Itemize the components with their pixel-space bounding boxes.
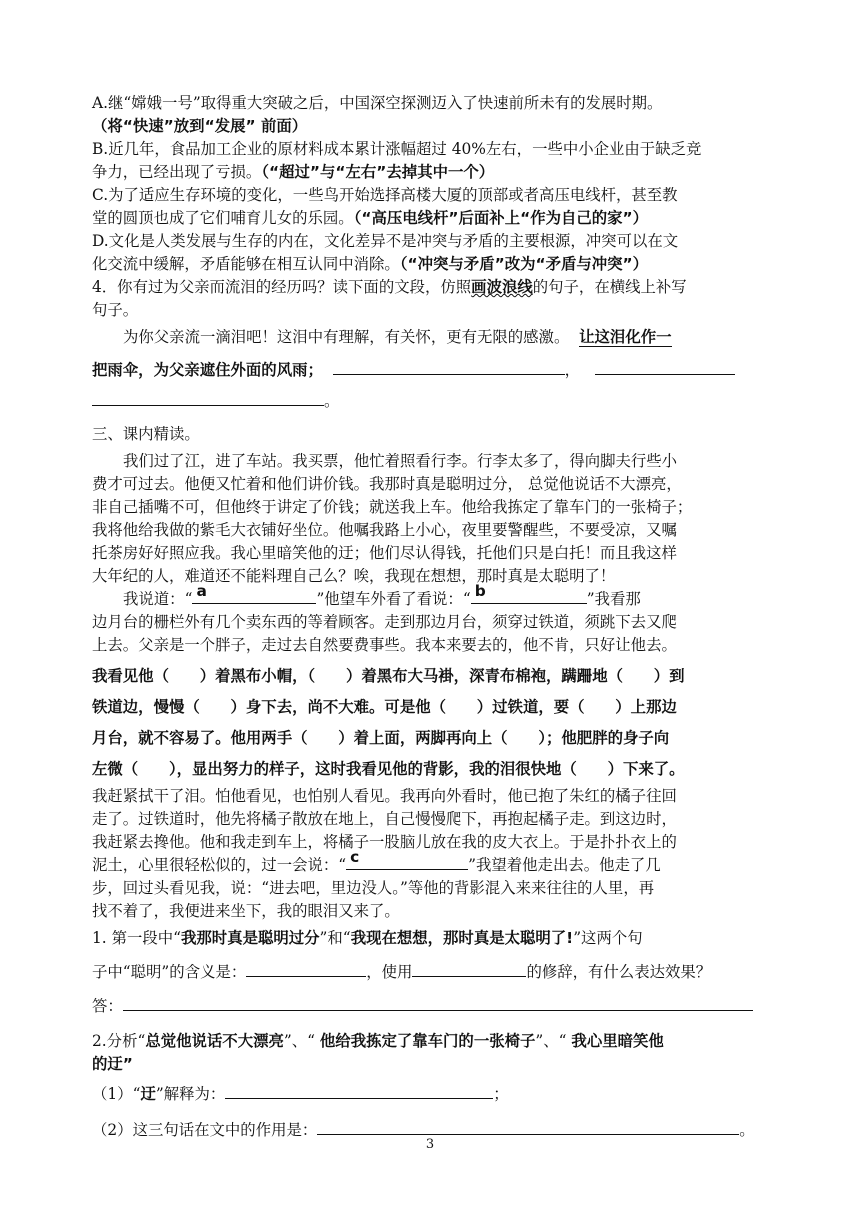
question-4-line1 xyxy=(92,276,772,299)
q1-answer-label: 答： xyxy=(92,997,123,1015)
passage-line-6: 大年纪的人，难道还不能料理自己么？唉，我现在想想，那时真是太聪明了！ xyxy=(92,567,616,585)
page-number: 3 xyxy=(425,1137,435,1152)
blank-c-label: c xyxy=(350,848,360,866)
p3-c-post: ”我望着他走出去。他走了几 xyxy=(468,856,661,874)
q2-sub1-end: ； xyxy=(493,1085,509,1103)
q2-sub2-end: 。 xyxy=(739,1121,755,1139)
q4-passage-text: 为你父亲流一滴泪吧！这泪中有理解，有关怀，更有无限的感激。 xyxy=(123,328,570,346)
q4-passage xyxy=(92,326,772,349)
q4-blank-3[interactable] xyxy=(92,390,324,406)
q1-pre: 1. 第一段中“ xyxy=(92,929,182,947)
option-d-note: （“冲突与矛盾”改为“矛盾与冲突”） xyxy=(399,255,649,273)
q2-sub2-blank[interactable] xyxy=(317,1119,739,1135)
passage-p3-line2: 走了。过铁道时，他先将橘子散放在地上，自己慢慢爬下，再抱起橘子走。到这边时， xyxy=(92,810,677,828)
option-a: A.继“嫦娥一号”取得重大突破之后，中国深空探测迈入了快速前所未有的发展时期。 xyxy=(92,94,663,112)
option-b-line1: B.近几年，食品加工企业的原材料成本累计涨幅超过 40%左右，一些中小企业由于缺乏竞 xyxy=(92,140,702,158)
q1-line2 xyxy=(92,957,772,988)
q1-line2-post: 的修辞，有什么表达效果？ xyxy=(526,963,712,981)
q4-answer-part2: 把雨伞，为父亲遮住外面的风雨； xyxy=(92,361,323,379)
q2-sub1-pre: （1）“ xyxy=(92,1085,141,1103)
option-d-line1: D.文化是人类发展与生存的内在，文化差异不是冲突与矛盾的主要根源，冲突可以在文 xyxy=(92,232,679,250)
q4-period: 。 xyxy=(324,392,340,410)
option-c-line1: C.为了适应生存环境的变化，一些鸟开始选择高楼大厦的顶部或者高压电线杆，甚至教 xyxy=(92,186,678,204)
passage-line-5: 托茶房好好照应我。我心里暗笑他的迂；他们尽认得钱，托他们只是白托！而且我这样 xyxy=(92,544,677,562)
passage-p3-line1: 我赶紧拭干了泪。怕他看见，也怕别人看见。我再向外看时，他已抱了朱红的橘子往回 xyxy=(92,787,677,805)
q1-blank-meaning[interactable] xyxy=(246,961,366,977)
q1-sentence-2: 我现在想想，那时真是太聪明了! xyxy=(350,929,574,947)
option-c-note: （“高压电线杆”后面补上“作为自己的家”） xyxy=(353,209,649,227)
q4-blank-2[interactable] xyxy=(595,359,735,375)
blank-a-label: a xyxy=(196,582,207,600)
q2-sentence-1: 总觉他说话不大漂亮 xyxy=(145,1032,284,1050)
option-d-line2 xyxy=(92,253,772,276)
passage-line-3: 非自己插嘴不可，但他终于讲定了价钱；就送我上车。他给我拣定了靠车门的一张椅子； xyxy=(92,498,693,516)
passage-line-1: 我们过了江，进了车站。我买票，他忙着照看行李。行李太多了，得向脚夫行些小 xyxy=(123,452,678,470)
question-4-line2: 句子。 xyxy=(92,301,139,319)
q2-sub1 xyxy=(92,1079,772,1110)
blank-b-label: b xyxy=(474,582,486,600)
option-a-note: （将“快速”放到“发展” 前面） xyxy=(92,117,308,135)
passage-p3-line4 xyxy=(92,848,772,877)
option-c-line2 xyxy=(92,207,772,230)
passage-p3-line3: 我赶紧去搀他。他和我走到车上，将橘子一股脑儿放在我的皮大衣上。于是扑扑衣上的 xyxy=(92,833,677,851)
q4-answer-line xyxy=(92,355,772,386)
q1-blank-rhetoric[interactable] xyxy=(412,961,526,977)
p2-post: ”我看那 xyxy=(586,590,641,608)
q1-answer-line xyxy=(92,991,772,1022)
q1-post: ”这两个句 xyxy=(573,929,643,947)
bold-fill-line-4: 左微（ ），显出努力的样子，这时我看见他的背影，我的泪很快地（ ）下来了。 xyxy=(92,760,685,778)
passage-p3-line5: 步，回过头看见我，说：“进去吧，里边没人。”等他的背影混入来来往往的人里，再 xyxy=(92,879,655,897)
q1-mid: ”和“ xyxy=(319,929,351,947)
blank-c[interactable] xyxy=(346,848,468,870)
q2-sep-2: ”、“ xyxy=(535,1032,572,1050)
q2-line2: 的迂” xyxy=(92,1055,133,1073)
q4-blank-1[interactable] xyxy=(333,359,565,375)
q2-sentence-2: 他给我拣定了靠车门的一张椅子 xyxy=(319,1032,536,1050)
p2-pre: 我说道：“ xyxy=(123,590,193,608)
q2-sub1-blank[interactable] xyxy=(225,1083,493,1099)
q4-prompt-wave: 画波浪线 xyxy=(471,278,533,296)
q4-answer-part1: 让这泪化作一 xyxy=(579,328,672,346)
q1-line1 xyxy=(92,923,772,954)
p3-c-pre: 泥土，心里很轻松似的，过一会说：“ xyxy=(92,856,347,874)
option-b-note: （“超过”与“左右”去掉其中一个） xyxy=(261,163,495,181)
passage-line-4: 我将他给我做的紫毛大衣铺好坐位。他嘱我路上小心，夜里要警醒些，不要受凉，又嘱 xyxy=(92,521,677,539)
passage-p2-line3: 上去。父亲是一个胖子，走过去自然要费事些。我本来要去的，他不肯，只好让他去。 xyxy=(92,636,677,654)
q2-line1 xyxy=(92,1030,772,1053)
q4-comma: ， xyxy=(564,361,581,379)
passage-p3-line6: 找不着了，我便进来坐下，我的眼泪又来了。 xyxy=(92,902,400,920)
q1-sentence-1: 我那时真是聪明过分 xyxy=(181,929,320,947)
q2-pre: 2.分析“ xyxy=(92,1032,146,1050)
q1-line2-mid: ，使用 xyxy=(366,963,413,981)
q4-prompt-post: 的句子，在横线上补写 xyxy=(532,278,687,296)
bold-fill-line-2: 铁道边，慢慢（ ）身下去，尚不大难。可是他（ ）过铁道，要（ ）上那边 xyxy=(92,698,677,716)
blank-a[interactable] xyxy=(192,582,316,604)
bold-fill-line-3: 月台，就不容易了。他用两手（ ）着上面，两脚再向上（ ）；他肥胖的身子向 xyxy=(92,729,670,747)
q1-answer-blank[interactable] xyxy=(123,995,753,1011)
option-b-line2 xyxy=(92,161,772,184)
q2-sep-1: ”、“ xyxy=(283,1032,320,1050)
q4-answer-line2 xyxy=(92,386,772,417)
passage-p2-first xyxy=(92,582,772,611)
passage-line-2: 费才可过去。他便又忙着和他们讲价钱。我那时真是聪明过分， 总觉他说话不大漂亮， xyxy=(92,475,682,493)
q1-line2-pre: 子中“聪明”的含义是： xyxy=(92,963,247,981)
q4-prompt-pre: 4．你有过为父亲而流泪的经历吗？读下面的文段，仿照 xyxy=(92,278,472,296)
q2-sub1-post: ”解释为： xyxy=(155,1085,226,1103)
q2-sub1-word: 迂 xyxy=(140,1085,156,1103)
q2-sub2-label: （2）这三句话在文中的作用是： xyxy=(92,1121,318,1139)
p2-mid: ”他望车外看了看说：“ xyxy=(316,590,471,608)
q2-sentence-3: 我心里暗笑他 xyxy=(571,1032,664,1050)
bold-fill-line-1: 我看见他（ ）着黑布小帽，（ ）着黑布大马褂，深青布棉袍，蹒跚地（ ）到 xyxy=(92,667,685,685)
document-page xyxy=(92,92,772,1146)
option-d-text: 化交流中缓解，矛盾能够在相互认同中消除。 xyxy=(92,255,400,273)
passage-p2-line2: 边月台的栅栏外有几个卖东西的等着顾客。走到那边月台，须穿过铁道，须跳下去又爬 xyxy=(92,613,677,631)
option-c-text: 堂的圆顶也成了它们哺育儿女的乐园。 xyxy=(92,209,354,227)
option-b-text: 争力，已经出现了亏损。 xyxy=(92,163,262,181)
blank-b[interactable] xyxy=(471,582,587,604)
section-3-heading: 三、课内精读。 xyxy=(92,425,200,443)
